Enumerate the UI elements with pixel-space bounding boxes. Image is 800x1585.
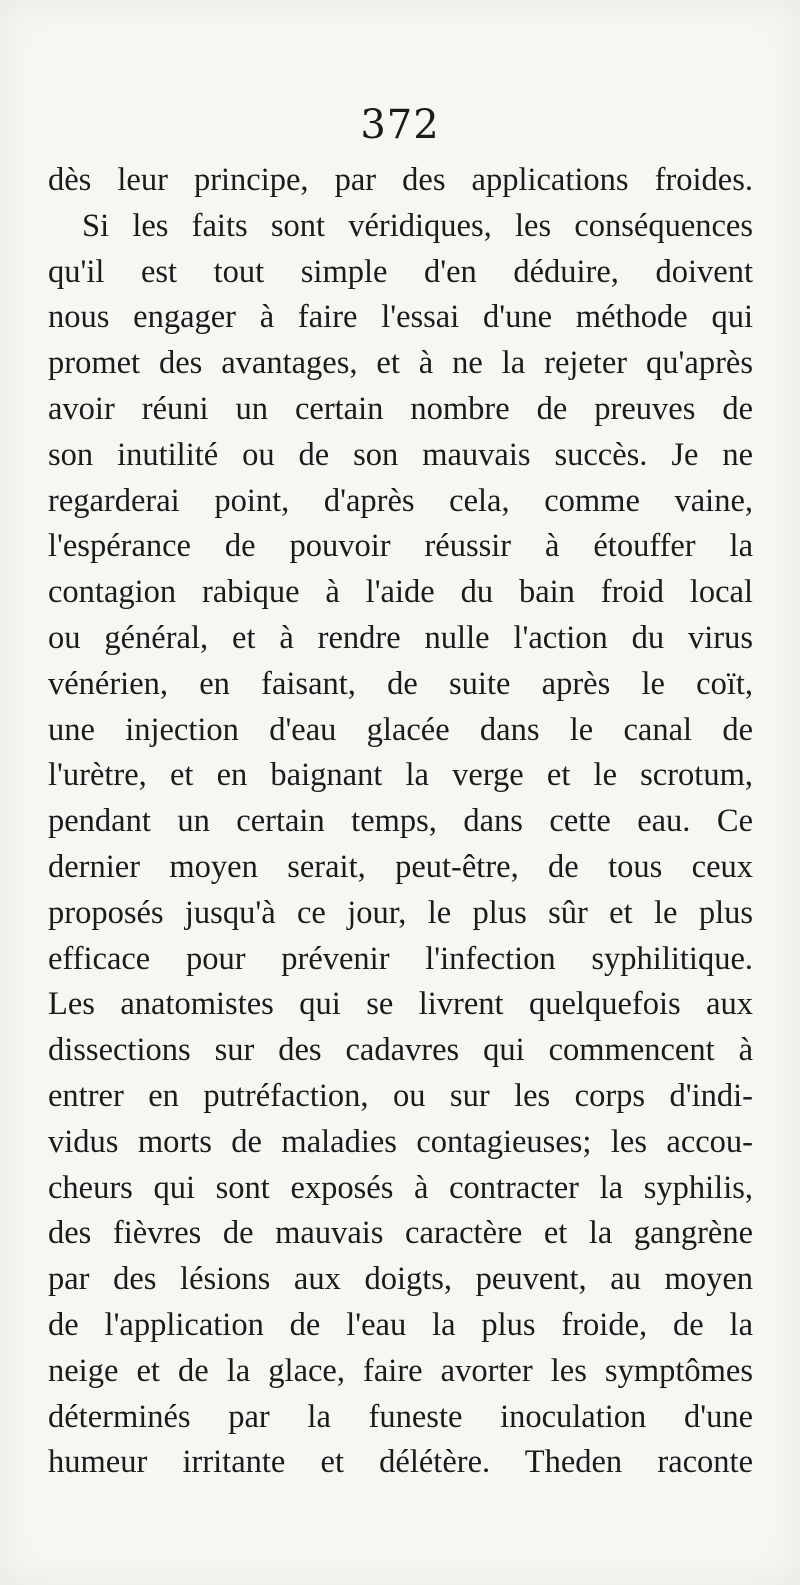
body-text: [48, 158, 753, 1486]
text-line: des fièvres de mauvais caractère et la gangrène: [48, 1215, 753, 1252]
text-line: vénérien, en faisant, de suite après le coït,: [48, 665, 753, 702]
text-line: son inutilité ou de son mauvais succès. Je ne: [48, 436, 753, 473]
text-line: Si les faits sont véridiques, les conséquences: [82, 207, 753, 244]
text-line: contagion rabique à l'aide du bain froid local: [48, 574, 753, 611]
text-line: cheurs qui sont exposés à contracter la syphilis,: [48, 1169, 753, 1206]
text-line: déterminés par la funeste inoculation d'une: [48, 1398, 753, 1435]
text-line: l'urètre, et en baignant la verge et le scrotum,: [48, 757, 753, 794]
text-line: Les anatomistes qui se livrent quelquefois aux: [48, 986, 753, 1023]
text-line: de l'application de l'eau la plus froide, de la: [48, 1306, 753, 1343]
text-line: vidus morts de maladies contagieuses; les accou-: [48, 1123, 753, 1160]
text-line: proposés jusqu'à ce jour, le plus sûr et le plus: [48, 894, 753, 931]
text-line: ou général, et à rendre nulle l'action du virus: [48, 619, 753, 656]
text-line: nous engager à faire l'essai d'une méthode qui: [48, 299, 753, 336]
text-line: l'espérance de pouvoir réussir à étouffer la: [48, 528, 753, 565]
text-line: promet des avantages, et à ne la rejeter qu'après: [48, 345, 753, 382]
text-line: une injection d'eau glacée dans le canal de: [48, 711, 753, 748]
text-line: pendant un certain temps, dans cette eau. Ce: [48, 803, 753, 840]
text-line: dès leur principe, par des applications froides.: [48, 162, 753, 198]
text-line: humeur irritante et délétère. Theden raconte: [48, 1444, 753, 1481]
text-line: entrer en putréfaction, ou sur les corps d'indi-: [48, 1077, 753, 1114]
text-line: dernier moyen serait, peut-être, de tous ceux: [48, 848, 753, 885]
text-line: efficace pour prévenir l'infection syphilitique.: [48, 940, 753, 977]
text-line: neige et de la glace, faire avorter les symptômes: [48, 1352, 753, 1389]
page-number: 372: [360, 102, 440, 148]
text-line: avoir réuni un certain nombre de preuves de: [48, 390, 753, 427]
text-line: regarderai point, d'après cela, comme vaine,: [48, 482, 753, 519]
text-line: dissections sur des cadavres qui commencent à: [48, 1032, 753, 1069]
text-line: par des lésions aux doigts, peuvent, au moyen: [48, 1261, 753, 1298]
text-line: qu'il est tout simple d'en déduire, doivent: [48, 253, 753, 290]
